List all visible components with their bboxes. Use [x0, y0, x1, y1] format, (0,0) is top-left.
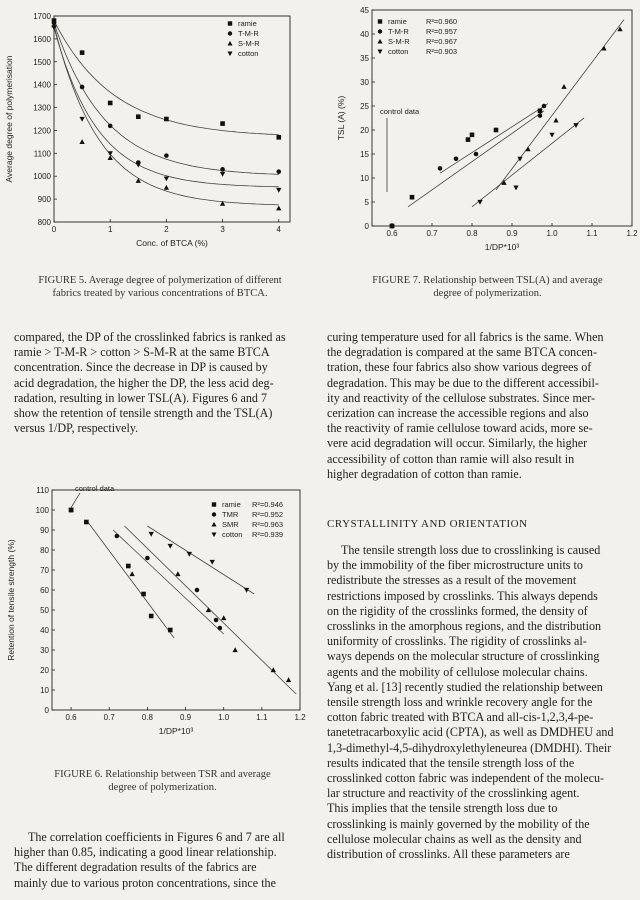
x-tick-label: 3: [220, 225, 225, 234]
data-point-t-m-r: [276, 169, 281, 174]
y-tick-label: 10: [360, 174, 369, 183]
text-line: higher degradation of cotton than ramie.: [327, 466, 522, 481]
figure-5-caption: [20, 274, 300, 300]
data-point-smr: [232, 647, 237, 652]
data-point-t-m-r: [538, 113, 543, 118]
plot-frame: [372, 10, 632, 226]
text-line: curing temperature used for all fabrics is the same. When: [327, 330, 604, 344]
data-point-t-m-r: [454, 157, 459, 162]
legend-r2: R²=0.963: [252, 520, 284, 529]
text-line: ways depends on the molecular structure of crosslinking: [327, 649, 600, 664]
data-point-t-m-r: [164, 153, 169, 158]
text-line: tration, these four fabrics also show various degrees of: [327, 360, 592, 375]
data-point-cotton: [168, 544, 173, 549]
data-point-cotton: [79, 117, 84, 122]
legend-marker: [211, 533, 216, 538]
text-line: versus 1/DP, respectively.: [14, 421, 139, 436]
text-line: mainly due to various proton concentrations, since the: [14, 875, 276, 890]
figure-7-caption-line-2: degree of polymerization.: [433, 288, 542, 299]
x-tick-label: 1.1: [586, 229, 598, 238]
y-tick-label: 15: [360, 150, 369, 159]
data-point-ramie: [164, 117, 169, 122]
text-line: crosslinked cotton fabric was independent of the molecu-: [327, 771, 605, 786]
y-tick-label: 1200: [33, 126, 51, 136]
x-axis-title: 1/DP*10³: [158, 726, 194, 736]
text-line: the reactivity of ramie cellulose toward acids, more se-: [327, 421, 593, 436]
text-line: concentration. Since the decrease in DP is caused by: [14, 360, 268, 375]
data-point-tmr: [195, 588, 200, 593]
text-line: The different degradation results of the fabrics are: [14, 860, 257, 875]
legend-label: S-M-R: [238, 39, 260, 48]
text-line: acid degradation, the higher the DP, the less acid deg-: [14, 375, 274, 390]
legend-label: cotton: [222, 530, 243, 539]
data-point-ramie: [84, 520, 89, 525]
x-tick-label: 4: [276, 225, 281, 234]
x-tick-label: 0.6: [386, 229, 398, 238]
legend-marker: [377, 50, 382, 55]
figure-5-caption-line-2: fabrics treated by various concentrations of BTCA.: [52, 288, 268, 299]
left-column-top-paragraph: [14, 330, 312, 436]
fit-line: [496, 20, 624, 190]
data-point-ramie: [276, 135, 281, 140]
y-tick-label: 60: [40, 586, 49, 595]
y-tick-label: 25: [360, 102, 369, 111]
text-line: The correlation coefficients in Figures 6 and 7 are all: [28, 830, 285, 844]
legend-r2: R²=0.952: [252, 510, 284, 519]
y-tick-label: 0: [364, 222, 369, 231]
data-point-ramie: [470, 133, 475, 138]
legend-label: cotton: [388, 47, 409, 56]
x-tick-label: 0.9: [506, 229, 518, 238]
fit-line: [113, 530, 224, 634]
y-tick-label: 20: [360, 126, 369, 135]
legend-label: ramie: [388, 17, 407, 26]
text-line: the degradation is compared at the same BTCA concen-: [327, 345, 598, 360]
figure-7-caption: [345, 274, 630, 300]
legend-marker: [227, 41, 232, 46]
y-tick-label: 1000: [33, 172, 51, 182]
y-tick-label: 1500: [33, 57, 51, 67]
legend-marker: [227, 52, 232, 57]
text-line: cerization can increase the accessible regions and also: [327, 406, 589, 421]
x-tick-label: 0: [51, 225, 57, 234]
y-tick-label: 5: [364, 198, 369, 207]
legend-marker: [378, 19, 382, 23]
figure-6-chart: [0, 478, 310, 740]
control-data-annotation: control data: [380, 107, 420, 116]
x-tick-label: 1: [107, 225, 113, 234]
x-tick-label: 0.6: [65, 713, 77, 722]
y-tick-label: 30: [360, 78, 369, 87]
text-line: Yang et al. [13] recently studied the relationship between: [327, 679, 603, 694]
fit-line: [86, 520, 174, 638]
data-point-t-m-r: [80, 85, 85, 90]
data-point-t-m-r: [220, 167, 225, 172]
text-line: uniformity of crosslinks. The rigidity of crosslinks al-: [327, 634, 587, 649]
figure-6-caption: [20, 768, 305, 794]
data-point-cotton: [513, 186, 518, 191]
text-line: show the retention of tensile strength and the TSL(A): [14, 406, 273, 421]
legend-r2: R²=0.939: [252, 530, 284, 539]
y-tick-label: 40: [360, 30, 369, 39]
control-data-annotation: control data: [75, 484, 115, 493]
text-line: on the rigidity of the crosslinks formed, the density of: [327, 603, 588, 618]
x-tick-label: 0.7: [103, 713, 115, 722]
y-tick-label: 0: [44, 706, 49, 715]
y-tick-label: 900: [37, 195, 51, 205]
x-tick-label: 0.9: [179, 713, 192, 722]
data-point-t-m-r: [108, 124, 113, 129]
fit-line: [472, 118, 584, 207]
figure-5-caption-line-1: FIGURE 5. Average degree of polymerization of different: [38, 275, 282, 286]
x-tick-label: 1.1: [256, 713, 268, 722]
data-point-tmr: [214, 618, 219, 623]
text-line: This implies that the tensile strength loss due to: [327, 801, 558, 816]
text-line: tensile strength loss and wrinkle recovery angle for the: [327, 695, 593, 710]
text-line: radation, resulting in lower TSL(A). Figures 6 and 7: [14, 390, 268, 405]
data-point-ramie: [538, 109, 543, 114]
data-point-ramie: [126, 564, 131, 569]
text-line: crosslinks in the amorphous regions, and the distribution: [327, 619, 602, 634]
y-tick-label: 110: [36, 486, 49, 495]
text-line: ramie > T-M-R > cotton > S-M-R at the same BTCA: [14, 345, 270, 360]
legend-marker: [228, 21, 232, 25]
data-point-ramie: [410, 195, 415, 200]
x-tick-label: 0.8: [466, 229, 478, 238]
legend-r2: R²=0.903: [426, 47, 458, 56]
figure-6-plot: [0, 478, 310, 740]
data-point-cotton: [276, 188, 281, 193]
text-line: crosslinking is mainly governed by the mobility of the: [327, 816, 590, 831]
text-line: redistribute the stresses as a result of the movement: [327, 573, 577, 588]
text-line: lar structure and reactivity of the crosslinking agent.: [327, 786, 580, 801]
figure-6-caption-line-1: FIGURE 6. Relationship between TSR and average: [54, 769, 271, 780]
legend-label: T-M-R: [388, 27, 409, 36]
y-tick-label: 10: [40, 686, 49, 695]
text-line: The tensile strength loss due to crosslinking is caused: [341, 543, 601, 557]
data-point-s-m-r: [525, 146, 530, 151]
legend-marker: [211, 522, 216, 527]
text-line: tanetetracarboxylic acid (CPTA), as well as DMDHEU and: [327, 725, 614, 740]
y-axis-title: Retention of tensile strength (%): [6, 539, 16, 661]
data-point-s-m-r: [164, 185, 169, 190]
legend-label: S-M-R: [388, 37, 410, 46]
fit-line: [408, 111, 544, 207]
y-axis-title: Average degree of polymerisation: [4, 55, 14, 183]
x-tick-label: 1.2: [626, 229, 638, 238]
y-tick-label: 800: [37, 218, 51, 227]
data-point-cotton: [549, 133, 554, 138]
data-point-s-m-r: [136, 178, 141, 183]
legend-label: ramie: [222, 500, 241, 509]
data-point-ramie: [141, 592, 146, 597]
text-line: accessibility of cotton than ramie will also result in: [327, 451, 575, 466]
right-column-top-paragraph: [327, 330, 630, 482]
data-point-t-m-r: [542, 104, 547, 109]
text-line: 1,3-dimethyl-4,5-dihydroxylethyleneurea (DMDHI). Their: [327, 740, 612, 755]
right-column-bottom-paragraph: [327, 543, 630, 862]
y-tick-label: 1100: [33, 149, 51, 159]
text-line: ity and reactivity of the cellulose substrates. Since mer-: [327, 390, 596, 405]
y-tick-label: 40: [40, 626, 49, 635]
data-point-cotton: [164, 176, 169, 181]
legend-marker: [228, 31, 232, 35]
y-tick-label: 90: [40, 526, 49, 535]
figure-6-caption-line-2: degree of polymerization.: [108, 782, 217, 793]
text-line: cotton fabric treated with BTCA and all-cis-1,2,3,4-pe-: [327, 710, 594, 725]
x-tick-label: 0.8: [141, 713, 153, 722]
y-tick-label: 45: [360, 6, 369, 15]
data-point-cotton: [108, 151, 113, 156]
text-line: compared, the DP of the crosslinked fabrics is ranked as: [14, 330, 286, 344]
text-line: results indicated that the tensile strength loss of the: [327, 755, 575, 770]
data-point-smr: [129, 571, 134, 576]
text-line: by the immobility of the fiber microstructure units to: [327, 558, 583, 573]
data-point-t-m-r: [474, 152, 479, 157]
data-point-ramie: [220, 121, 225, 126]
y-tick-label: 100: [35, 506, 49, 515]
legend-label: T-M-R: [238, 29, 259, 38]
legend-label: TMR: [222, 510, 239, 519]
data-point-s-m-r: [276, 206, 281, 211]
data-point-ramie: [108, 101, 113, 106]
data-point-ramie: [149, 614, 154, 619]
left-column-bottom-paragraph: [14, 830, 312, 891]
data-point-t-m-r: [438, 166, 443, 171]
data-point-tmr: [218, 626, 223, 631]
data-point-cotton: [210, 560, 215, 565]
legend-marker: [212, 512, 216, 516]
legend-marker: [377, 39, 382, 44]
section-heading: CRYSTALLINITY AND ORIENTATION: [327, 518, 528, 530]
data-point-cotton: [136, 163, 141, 168]
data-point-cotton: [149, 532, 154, 537]
text-line: vere acid degradation will occur. Similarly, the higher: [327, 436, 588, 451]
legend-r2: R²=0.946: [252, 500, 284, 509]
y-tick-label: 1400: [33, 80, 51, 90]
legend-label: SMR: [222, 520, 239, 529]
data-point-ramie: [80, 50, 85, 55]
y-tick-label: 80: [40, 546, 49, 555]
figure-7-chart: [330, 4, 640, 252]
data-point-tmr: [115, 534, 120, 539]
x-tick-label: 2: [164, 225, 169, 234]
figure-5-chart: [0, 4, 300, 248]
legend-r2: R²=0.967: [426, 37, 458, 46]
legend-label: cotton: [238, 49, 259, 58]
text-line: cellulose molecular chains as well as the density and: [327, 831, 582, 846]
text-line: higher than 0.85, indicating a good linear relationship.: [14, 845, 277, 860]
x-tick-label: 0.7: [426, 229, 438, 238]
annotation-leader: [69, 493, 80, 511]
legend-marker: [212, 502, 216, 506]
data-point-ramie: [466, 137, 471, 142]
data-point-s-m-r: [553, 118, 558, 123]
y-tick-label: 70: [40, 566, 49, 575]
text-line: degradation. This may be due to the different accessibil-: [327, 375, 599, 390]
fit-line: [124, 526, 296, 694]
data-point-s-m-r: [561, 84, 566, 89]
x-tick-label: 1.0: [218, 713, 230, 722]
x-axis-title: Conc. of BTCA (%): [136, 238, 208, 248]
data-point-cotton: [220, 172, 225, 177]
y-tick-label: 1700: [33, 12, 51, 21]
y-axis-title: TSL (A) (%): [336, 95, 346, 141]
legend-r2: R²=0.960: [426, 17, 458, 26]
text-line: restrictions imposed by crosslinks. This always depends: [327, 588, 598, 603]
legend-r2: R²=0.957: [426, 27, 458, 36]
y-tick-label: 1600: [33, 34, 51, 44]
data-point-smr: [221, 615, 226, 620]
x-axis-title: 1/DP*10³: [484, 242, 520, 252]
text-line: distribution of crosslinks. All these parameters are: [327, 847, 570, 862]
data-point-ramie: [168, 628, 173, 633]
legend-marker: [378, 29, 382, 33]
y-tick-label: 20: [40, 666, 49, 675]
legend-label: ramie: [238, 19, 257, 28]
figure-7-plot: [330, 4, 640, 252]
y-tick-label: 1300: [33, 103, 51, 113]
data-point-smr: [175, 571, 180, 576]
figure-7-caption-line-1: FIGURE 7. Relationship between TSL(A) and average: [372, 275, 603, 286]
x-tick-label: 1.2: [294, 713, 306, 722]
figure-5-plot: [0, 4, 300, 248]
y-tick-label: 50: [40, 606, 49, 615]
fit-line: [440, 104, 548, 174]
data-point-ramie: [136, 114, 141, 119]
x-tick-label: 1.0: [546, 229, 558, 238]
y-tick-label: 35: [360, 54, 369, 63]
data-point-s-m-r: [79, 139, 84, 144]
text-line: agents and the mobility of cellulose molecular chains.: [327, 664, 588, 679]
data-point-ramie: [494, 128, 499, 133]
data-point-tmr: [145, 556, 150, 561]
data-point-smr: [286, 677, 291, 682]
y-tick-label: 30: [40, 646, 49, 655]
